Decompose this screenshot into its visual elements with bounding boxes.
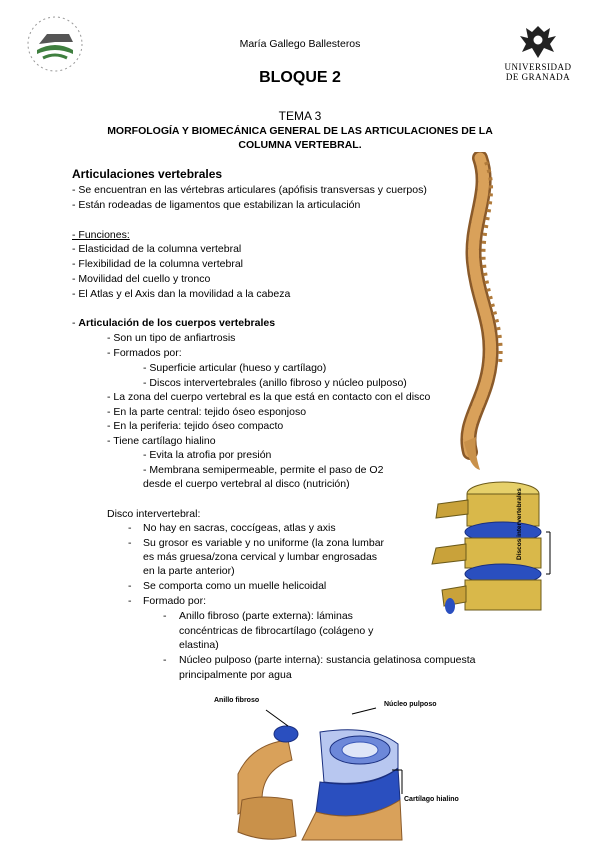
sub-bullet-text: Núcleo pulposo (parte interna): sustancia gelatinosa compuesta <box>179 654 476 666</box>
topic-subtitle: MORFOLOGÍA Y BIOMECÁNICA GENERAL DE LAS ARTICULACIONES DE LA COLUMNA VERTEBRAL. <box>107 125 493 151</box>
text-line: - Formados por: <box>107 347 182 359</box>
text-line: - Discos intervertebrales (anillo fibroso y núcleo pulposo) <box>143 377 407 389</box>
tema-title: TEMA 3 <box>278 109 322 123</box>
sub-bullet-dash: - <box>163 654 167 666</box>
sub-bullet-text: Anillo fibroso (parte externa): láminas <box>179 610 353 622</box>
sub-bullet-text: elastina) <box>179 639 219 651</box>
text-line: - Evita la atrofia por presión <box>143 449 272 461</box>
bloque-title: BLOQUE 2 <box>259 69 341 86</box>
bullet-text: Se comporta como un muelle helicoidal <box>143 580 327 592</box>
text-line: - Se encuentran en las vértebras articulares (apófisis transversas y cuerpos) <box>72 184 427 196</box>
university-name-line2: DE GRANADA <box>505 72 571 82</box>
text-line: - En la periferia: tejido óseo compacto <box>107 420 284 432</box>
sub-bullet-text: concéntricas de fibrocartílago (colágeno y <box>179 625 374 637</box>
bullet-text: es más gruesa/zona cervical y lumbar engrosadas <box>143 551 378 563</box>
funcion-item: - Movilidad del cuello y tronco <box>72 273 211 285</box>
bullet-text: No hay en sacras, coccígeas, atlas y axis <box>143 522 336 534</box>
section-dash: - <box>72 317 79 329</box>
nucleo-pulposo-label: Núcleo pulposo <box>384 701 437 708</box>
author-name: María Gallego Ballesteros <box>239 38 361 50</box>
spine-illustration <box>440 152 520 472</box>
text-line: - Tiene cartílago hialino <box>107 435 216 447</box>
funcion-item: - Elasticidad de la columna vertebral <box>72 243 242 255</box>
text-line: - Son un tipo de anfiartrosis <box>107 332 236 344</box>
bullet-text: en la parte anterior) <box>143 565 235 577</box>
sub-bullet-dash: - <box>163 610 167 622</box>
text-line: - La zona del cuerpo vertebral es la que está en contacto con el disco <box>107 391 431 403</box>
disco-heading: Disco intervertebral: <box>107 508 201 520</box>
bullet-dash: - <box>128 522 132 534</box>
disc-cross-section-illustration <box>232 704 412 844</box>
bullet-text: Formado por: <box>143 595 207 607</box>
section-heading-cuerpos: Articulación de los cuerpos vertebrales <box>78 317 276 329</box>
bullet-dash: - <box>128 595 132 607</box>
sub-bullet-text: principalmente por agua <box>179 669 292 681</box>
text-line: - Superficie articular (hueso y cartílago) <box>143 362 327 374</box>
text-line: - Están rodeadas de ligamentos que estabilizan la articulación <box>72 199 361 211</box>
university-name-line1: UNIVERSIDAD <box>504 62 572 72</box>
discs-label: Discos intervertebrales <box>516 488 523 560</box>
funciones-heading: - Funciones: <box>72 229 130 241</box>
text-line: desde el cuerpo vertebral al disco (nutrición) <box>143 478 350 490</box>
bullet-dash: - <box>128 580 132 592</box>
bullet-text: Su grosor es variable y no uniforme (la zona lumbar <box>143 537 385 549</box>
section-heading-cuerpos-line <box>72 316 275 331</box>
anillo-fibroso-label: Anillo fibroso <box>214 697 260 704</box>
section-heading-articulaciones: Articulaciones vertebrales <box>72 167 223 181</box>
funcion-item: - Flexibilidad de la columna vertebral <box>72 258 243 270</box>
text-line: - Membrana semipermeable, permite el paso de O2 <box>143 464 384 476</box>
funcion-item: - El Atlas y el Axis dan la movilidad a la cabeza <box>72 288 291 300</box>
bullet-dash: - <box>128 537 132 549</box>
vertebrae-discs-illustration <box>418 474 578 622</box>
text-line: - En la parte central: tejido óseo esponjoso <box>107 406 307 418</box>
cartilago-hialino-label: Cartílago hialino <box>404 796 459 803</box>
